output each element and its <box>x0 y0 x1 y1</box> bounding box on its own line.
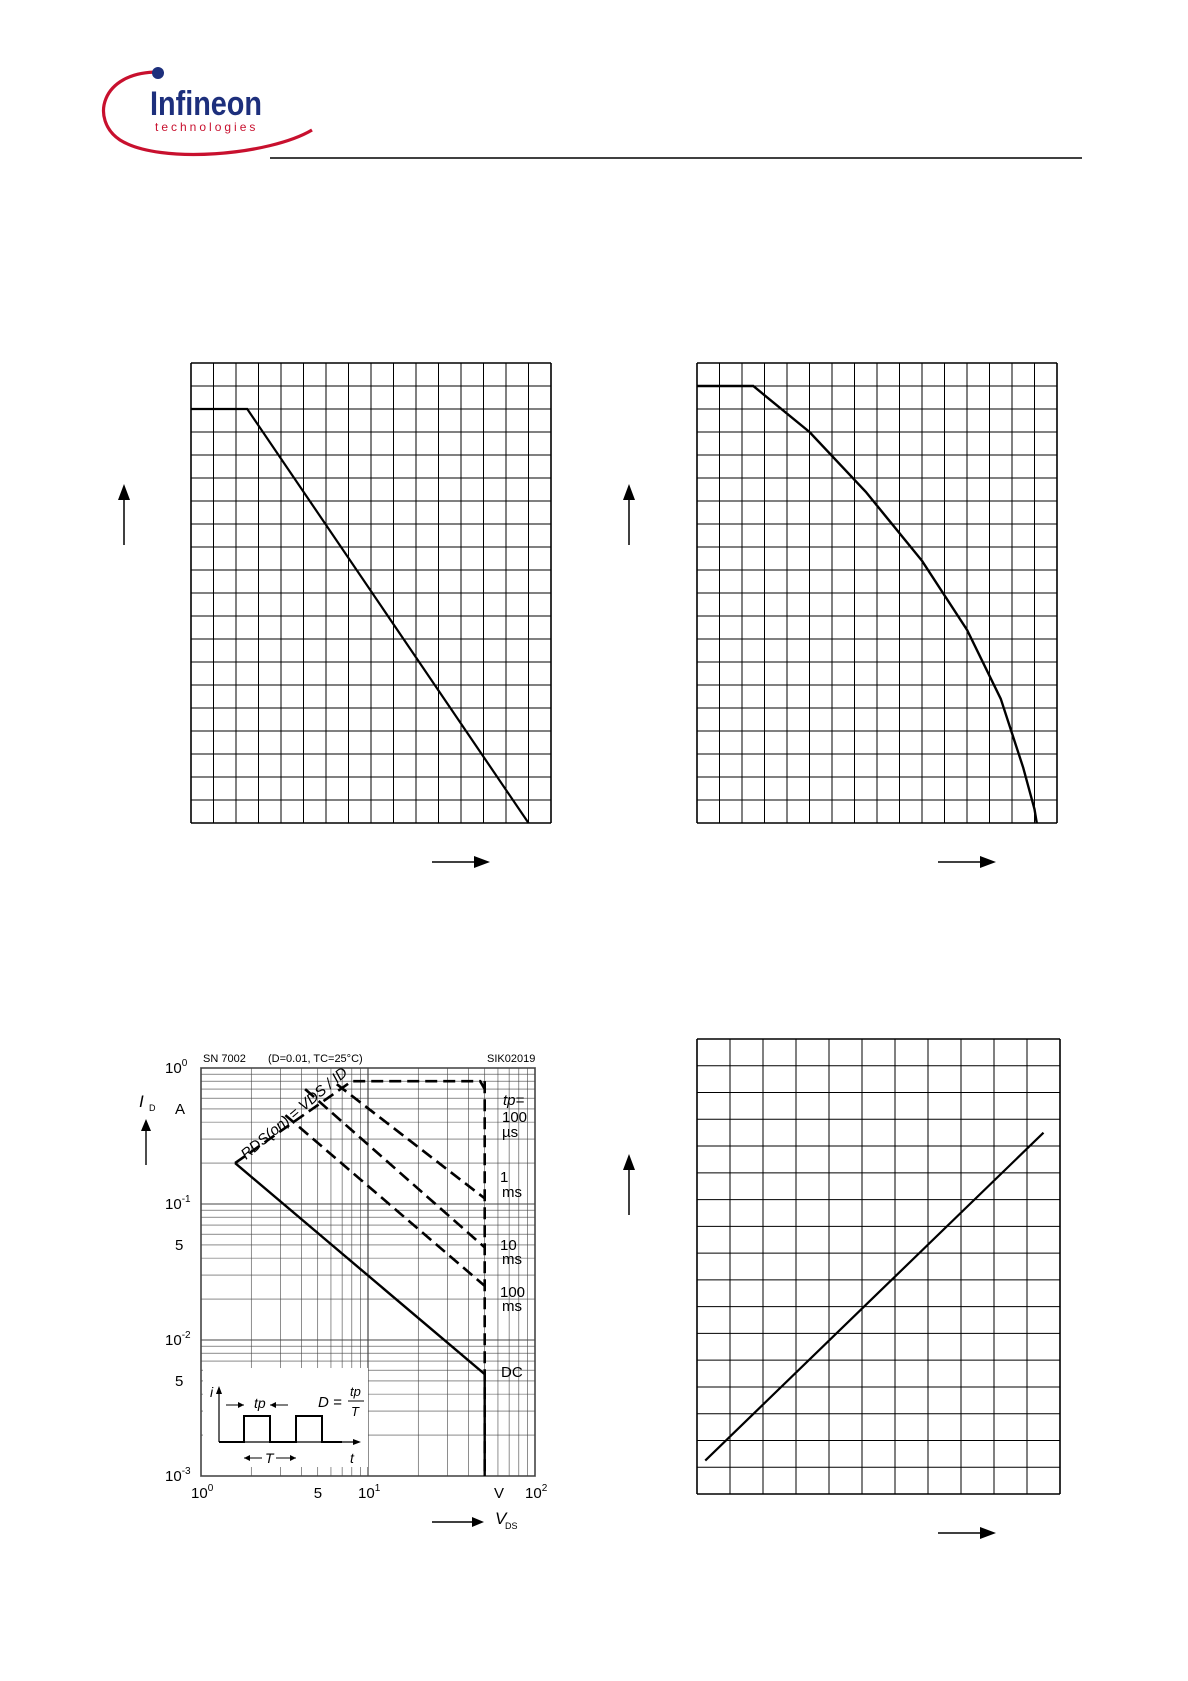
c2-y-arrow <box>623 484 635 545</box>
inset-duty-label: D = <box>318 1394 342 1411</box>
c3-label-dc <box>501 1364 523 1381</box>
c3-label-tp100us <box>502 1092 527 1141</box>
c3-rds-label: RDS(on) = VDS / ID <box>237 1064 352 1164</box>
chart-bottom-right <box>623 1039 1060 1539</box>
c2-series-line <box>697 386 1037 823</box>
c3-label-100ms <box>500 1284 525 1315</box>
c3-header-left: SN 7002 <box>203 1053 246 1065</box>
x-tick-label: $10^0$ <box>191 1483 214 1502</box>
c3-header-right: SIK02019 <box>487 1053 536 1065</box>
y-tick-label: A <box>175 1100 186 1118</box>
svg-text:100: 100 <box>502 1109 528 1126</box>
soa-series-1 <box>337 1084 485 1198</box>
logo-subtitle: technologies <box>155 120 259 134</box>
c2-x-arrow <box>938 856 996 868</box>
x-tick-label: $10^2$ <box>525 1483 548 1502</box>
svg-text:µs: µs <box>502 1124 519 1141</box>
c4-series-line <box>705 1133 1043 1461</box>
inset-x-label: t <box>350 1450 354 1466</box>
c3-header-mid: (D=0.01, TC=25°C) <box>268 1053 363 1065</box>
y-tick-label: 5 <box>175 1236 184 1254</box>
c2-grid <box>697 363 1057 823</box>
c4-x-arrow <box>938 1527 996 1539</box>
logo-dot <box>152 67 164 79</box>
y-tick-label: 5 <box>175 1372 184 1390</box>
x-tick-label: $10^1$ <box>358 1483 381 1502</box>
soa-series-3 <box>285 1115 484 1286</box>
soa-series-2 <box>305 1089 485 1247</box>
x-tick-label: V <box>493 1485 504 1502</box>
inset-duty-den: T <box>351 1404 359 1419</box>
y-tick-label: $10^0$ <box>165 1058 188 1077</box>
c3-pulse-inset <box>203 1368 368 1467</box>
chart-bottom-left-soa <box>139 1053 548 1531</box>
c3-y-axis-title <box>139 1092 156 1165</box>
c3-x-axis-title <box>432 1509 518 1531</box>
inset-y-label: i <box>210 1384 214 1400</box>
svg-text:10: 10 <box>500 1237 517 1254</box>
y-tick-label: $10^{-1}$ <box>165 1194 191 1213</box>
c1-y-arrow <box>118 484 130 545</box>
c3-xlabel-sub: DS <box>505 1521 518 1531</box>
y-tick-label: $10^{-2}$ <box>165 1330 191 1349</box>
infineon-logo <box>104 67 312 154</box>
c1-x-arrow <box>432 856 490 868</box>
x-tick-label: 5 <box>313 1485 323 1502</box>
svg-text:tp=: tp= <box>503 1092 525 1109</box>
svg-text:1: 1 <box>500 1169 509 1186</box>
logo-word: Infineon <box>150 85 262 123</box>
c3-ylabel: I <box>139 1092 144 1111</box>
svg-text:ms: ms <box>502 1251 522 1268</box>
c4-grid <box>697 1039 1060 1494</box>
chart-top-right <box>623 363 1057 868</box>
svg-text:100: 100 <box>500 1284 526 1301</box>
svg-text:DC: DC <box>501 1364 523 1381</box>
y-tick-label: $10^{-3}$ <box>165 1466 191 1485</box>
inset-duty-num: tp <box>350 1384 361 1399</box>
svg-text:tp: tp <box>254 1395 266 1411</box>
svg-text:ms: ms <box>502 1298 522 1315</box>
svg-text:ms: ms <box>502 1184 522 1201</box>
c4-y-arrow <box>623 1154 635 1215</box>
svg-text:T: T <box>265 1450 274 1466</box>
c3-ylabel-sub: D <box>149 1103 156 1113</box>
chart-top-left <box>118 363 551 868</box>
c3-xlabel: V <box>495 1509 507 1528</box>
